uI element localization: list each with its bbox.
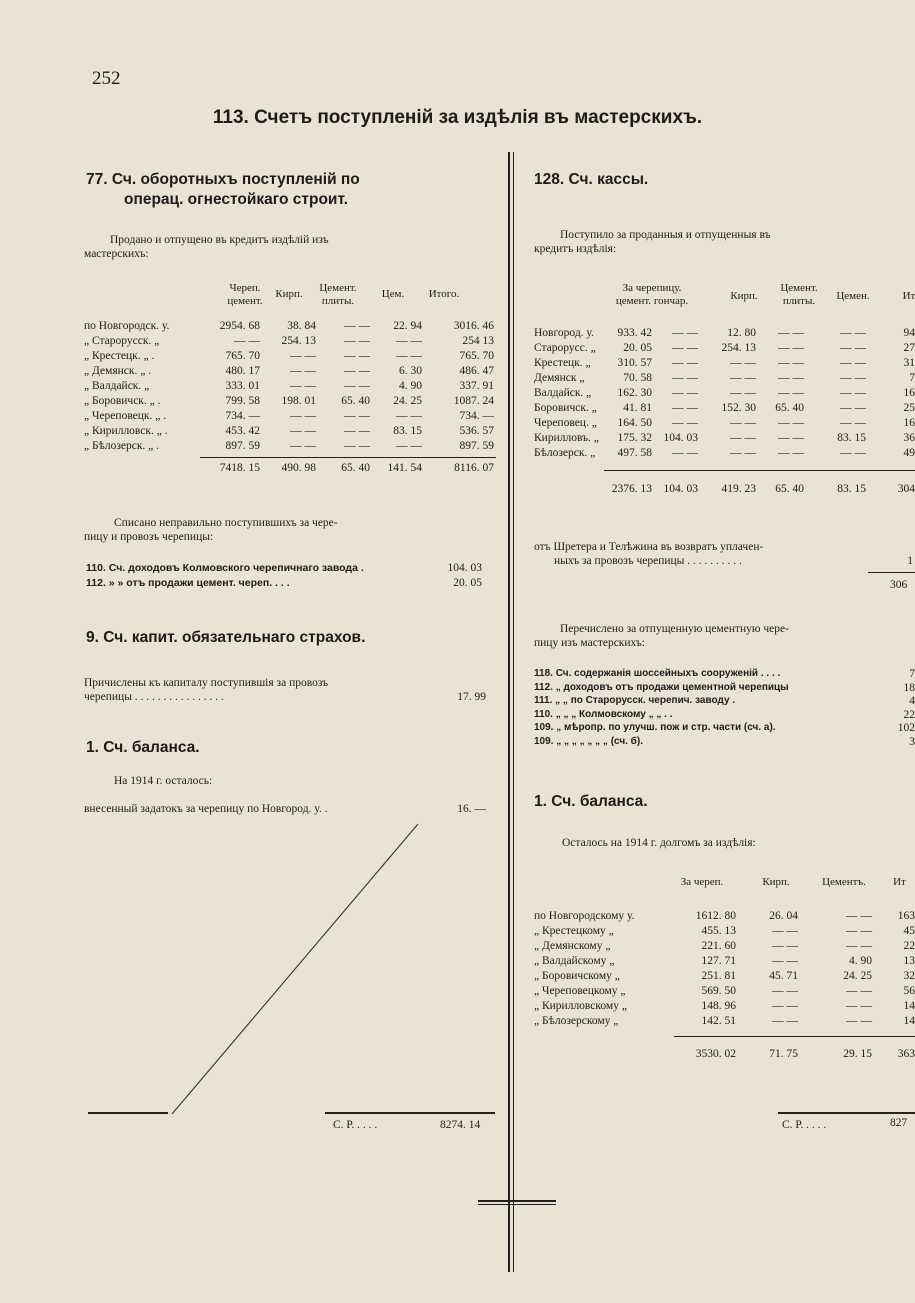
table-77-total-rule [200,457,496,458]
table-77-header: Цемент. плиты. [319,282,357,307]
table-128-cell: Кирилловъ. „ [534,432,599,444]
page-title: 113. Счетъ поступленій за издѣлія въ мастерскихъ. [212,107,703,128]
table-128-cell: — — [730,447,756,459]
table-128-cell: — — [672,327,698,339]
table-77-row [84,320,504,335]
balance-total-rule [674,1036,915,1037]
balance-total-cell: 29. 15 [843,1048,872,1060]
section-77-intro [84,233,484,261]
balance-row [534,925,915,940]
table-77-cell: 453. 42 [225,425,260,437]
written-off-entry [86,577,496,592]
written-off-text [84,516,494,544]
section-77-heading-line2: операц. огнестойкаго строит. [124,191,349,208]
table-77-cell: 765. 70 [459,350,494,362]
balance-cell: „ Кирилловскому „ [534,1000,627,1012]
table-128-cell: — — [672,372,698,384]
table-77-row [84,440,504,455]
table-128-cell: — — [840,387,866,399]
table-77-cell: — — [344,425,370,437]
refund-text [534,540,915,568]
table-128-cell: 83. 15 [837,432,866,444]
balance-row [534,1000,915,1015]
table-128-row [534,387,915,402]
r-intro-line2: кредитъ издѣлія: [534,243,617,255]
balance-cell: 45 [903,925,915,937]
table-128-row [534,447,915,462]
table-128-cell: 49 [903,447,915,459]
balance-row [534,970,915,985]
table-128-cell: Демянск „ [534,372,585,384]
table-128-cell: — — [840,342,866,354]
table-128-total-cell: 304 [897,483,915,495]
table-77-cell: 22. 94 [393,320,422,332]
table-128-cell: 27 [903,342,915,354]
table-128-cell: Боровичск. „ [534,402,597,414]
transfer-text [534,622,915,650]
left-sum-value: 8274. 14 [440,1119,481,1131]
table-128-cell: — — [840,402,866,414]
table-128-total-rule [604,470,915,471]
table-128-cell: 104. 03 [663,432,698,444]
right-bottom-rule [778,1112,915,1114]
table-77-cell: — — [290,350,316,362]
table-128-cell: 933. 42 [617,327,652,339]
table-128-cell: — — [672,402,698,414]
table-128-cell: — — [778,342,804,354]
balance-cell: „ Бѣлозерскому „ [534,1015,619,1027]
table-128-cell: — — [672,417,698,429]
table-128-totals [534,483,915,498]
balance-row [534,1015,915,1030]
table-128-row [534,432,915,447]
section-128-heading: 128. Сч. кассы. [534,171,649,188]
balance-cell: — — [846,985,872,997]
column-divider [508,152,510,1272]
table-77-total-cell: 490. 98 [281,462,316,474]
transfer-entry-text: 112. „ доходовъ отъ продажи цементной черепицы [534,681,789,693]
balance-header: За череп. [680,876,724,888]
table-77-cell: 1087. 24 [453,395,494,407]
balance-cell: 32 [903,970,915,982]
table-77-row [84,425,504,440]
refund-line2-text: ныхъ за провозъ черепицы . . . . . . . . . . [554,555,742,567]
table-128-cell: 70. 58 [623,372,652,384]
table-77-cell: — — [290,425,316,437]
table-77-cell: „ Кирилловск. „ . [84,425,168,437]
table-128-cell: 497. 58 [617,447,652,459]
table-128-cell: — — [840,327,866,339]
table-77-row [84,410,504,425]
table-128-total-cell: 65. 40 [775,483,804,495]
balance-header: Ит [893,876,906,888]
refund-rule [868,572,915,573]
transfer-entry [534,736,915,751]
left-bottom-rule-short [88,1112,168,1114]
balance-totals [534,1048,915,1063]
table-128-cell: Крестецк. „ [534,357,591,369]
section-9-line1: Причислены къ капиталу поступившія за провозъ [84,677,329,689]
table-77-total-cell: 8116. 07 [454,462,494,474]
table-128-cell: — — [672,387,698,399]
refund-total: 306 [890,579,908,591]
transfer-entry-text: 109. „ мѣропр. по улучш. пож и стр. части (сч. а). [534,722,776,733]
table-77-cell: „ Валдайск. „ [84,380,150,392]
section-1-text2-label: внесенный задатокъ за черепицу по Новгород. у. . [84,803,328,815]
table-128-cell: — — [730,357,756,369]
balance-row [534,955,915,970]
balance-row [534,940,915,955]
right-sum-value: 827 [890,1117,908,1129]
balance-cell: 1612. 80 [695,910,736,922]
balance-total-cell: 363 [897,1048,915,1060]
table-128-cell: 12. 80 [727,327,756,339]
balance-cell: „ Демянскому „ [534,940,611,952]
table-77-total-cell: 65. 40 [341,462,370,474]
table-77-header: Итого. [428,288,460,300]
intro-line1: Продано и отпущено въ кредитъ издѣлій изъ [110,234,329,246]
table-77-cell: 734. — [459,410,494,422]
table-77-cell: по Новгородск. у. [84,320,170,332]
transfer-line1: Перечислено за отпущенную цементную чере- [560,623,789,635]
table-77-cell: 480. 17 [225,365,260,377]
written-off-line1: Списано неправильно поступившихъ за чере- [114,517,338,529]
balance-cell: 251. 81 [701,970,736,982]
table-77-cell: 536. 57 [459,425,494,437]
entry-text: 110. Сч. доходовъ Колмовского черепичнаго завода . [86,562,364,574]
table-balance [534,872,915,1060]
table-128-cell: — — [778,357,804,369]
table-77-cell: — — [344,410,370,422]
table-128-header: Цемен. [836,290,870,302]
table-77-cell: „ Череповецк. „ . [84,410,167,422]
table-128-row [534,417,915,432]
balance-header: Цементъ. [822,876,866,888]
transfer-entry-text: 109. „ „ „ „ „ „ „ (сч. б). [534,735,643,747]
table-128-cell: 175. 32 [617,432,652,444]
table-77-row [84,335,504,350]
written-off-line2: пицу и провозъ черепицы: [84,531,214,543]
table-77-cell: 897. 59 [225,440,260,452]
table-77-cell: 765. 70 [225,350,260,362]
balance-cell: „ Крестецкому „ [534,925,614,937]
balance-cell: — — [772,925,798,937]
table-77-header: Кирп. [275,288,303,300]
table-128-cell: Старорусс. „ [534,342,596,354]
balance-cell: — — [846,1000,872,1012]
refund-line2 [534,554,915,568]
balance-cell: 24. 25 [843,970,872,982]
balance-cell: — — [772,1000,798,1012]
table-77-cell: 254 13 [462,335,494,347]
table-128-total-cell: 83. 15 [837,483,866,495]
balance-cell: 221. 60 [701,940,736,952]
balance-total-cell: 71. 75 [769,1048,798,1060]
table-128-header: Кирп. [730,290,758,302]
table-128-cell: 310. 57 [617,357,652,369]
table-128-row [534,342,915,357]
table-128-total-cell: 419. 23 [721,483,756,495]
table-128-cell: 31 [903,357,915,369]
transfer-entry-text: 118. Сч. содержанія шоссейныхъ сооруженій . . . . [534,668,781,679]
balance-cell: 142. 51 [701,1015,736,1027]
table-77-cell: „ Демянск. „ . [84,365,152,377]
table-77-cell: — — [396,440,422,452]
table-128-cell: — — [730,432,756,444]
table-77-cell: „ Крестецк. „ . [84,350,155,362]
balance-cell: 148. 96 [701,1000,736,1012]
table-77-row [84,380,504,395]
table-77-cell: 24. 25 [393,395,422,407]
written-off-entry [86,562,496,577]
table-77-cell: — — [290,380,316,392]
table-128-cell: 25 [903,402,915,414]
table-128-cell: — — [778,387,804,399]
table-128-cell: — — [730,372,756,384]
table-77-cell: — — [396,410,422,422]
table-77-cell: 333. 01 [225,380,260,392]
transfer-entry-amount: 4 [909,695,915,707]
table-77-row [84,395,504,410]
table-77-cell: „ Старорусск. „ [84,335,160,347]
table-77-total-cell: 141. 54 [387,462,422,474]
transfer-line2: пицу изъ мастерскихъ: [534,637,645,649]
table-77-cell: 83. 15 [393,425,422,437]
table-77-cell: — — [344,440,370,452]
balance-cell: — — [846,940,872,952]
balance-row [534,910,915,925]
section-1-heading: 1. Сч. баланса. [86,739,200,756]
table-128-cell: — — [840,372,866,384]
right-sum-label: С. Р. . . . . [782,1119,827,1131]
transfer-entry-text: 111. „ „ по Старорусск. черепич. заводу . [534,695,736,706]
left-bottom-rule-long [325,1112,495,1114]
table-128-cell: Валдайск. „ [534,387,592,399]
table-128-total-cell: 2376. 13 [611,483,652,495]
transfer-entry-amount: 7 [909,668,915,680]
balance-cell: 163 [897,910,915,922]
balance-cell: 45. 71 [769,970,798,982]
table-77-header: Череп. цемент. [227,282,263,307]
balance-header: Кирп. [762,876,790,888]
table-128-cell: 41. 81 [623,402,652,414]
bottom-ornament-rule-2 [478,1204,556,1205]
table-77-cell: 6. 30 [399,365,422,377]
table-77-cell: 254. 13 [281,335,316,347]
table-128-cell: — — [730,417,756,429]
table-77-cell: — — [290,410,316,422]
table-128-cell: 254. 13 [721,342,756,354]
balance-cell: — — [772,985,798,997]
transfer-entry-amount: 102 [897,722,915,734]
section-9-line2 [84,690,494,704]
balance-cell: 4. 90 [849,955,872,967]
table-77-cell: 734. — [225,410,260,422]
table-128-cell: — — [840,357,866,369]
table-77 [84,282,504,482]
cancel-diagonal [160,822,440,1122]
table-128-cell: 65. 40 [775,402,804,414]
table-128-cell: — — [778,447,804,459]
table-128-cell: — — [840,447,866,459]
table-77-row [84,350,504,365]
r-section-1-text: Осталось на 1914 г. долгомъ за издѣлія: [562,837,756,849]
refund-amount: 1 [907,555,913,567]
table-77-total-cell: 7418. 15 [219,462,260,474]
table-77-cell: 486. 47 [459,365,494,377]
table-77-cell: 897. 59 [459,440,494,452]
table-128-row [534,327,915,342]
entry-amount: 20. 05 [453,577,482,589]
table-77-cell: — — [344,350,370,362]
table-128-cell: — — [778,432,804,444]
table-128-cell: Новгород. у. [534,327,594,339]
table-128-total-cell: 104. 03 [663,483,698,495]
table-77-cell: „ Бѣлозерск. „ . [84,440,160,452]
balance-cell: — — [772,955,798,967]
balance-cell: 455. 13 [701,925,736,937]
table-128-cell: 7 [909,372,915,384]
table-77-header: Цем. [381,288,405,300]
table-128-cell: 16 [903,387,915,399]
balance-cell: „ Валдайскому „ [534,955,615,967]
table-128-cell: 36 [903,432,915,444]
left-sum-label: С. Р. . . . . [333,1119,378,1131]
balance-cell: 127. 71 [701,955,736,967]
table-128-header: За черепицу. цемент. гончар. [615,282,689,307]
section-77-heading-line1: 77. Сч. оборотныхъ поступленій по [86,171,360,188]
balance-row [534,985,915,1000]
balance-cell: — — [846,910,872,922]
balance-cell: — — [846,925,872,937]
table-128-cell: 20. 05 [623,342,652,354]
section-1-amount: 16. — [457,803,486,815]
column-divider-2 [513,152,514,1272]
section-9-amount: 17. 99 [457,691,486,703]
section-77-heading [86,170,486,210]
balance-cell: — — [846,1015,872,1027]
table-128-cell: — — [672,447,698,459]
balance-cell: 14 [903,1015,915,1027]
balance-cell: — — [772,1015,798,1027]
table-128-row [534,357,915,372]
balance-total-cell: 3530. 02 [695,1048,736,1060]
balance-cell: — — [772,940,798,952]
table-77-row [84,365,504,380]
entry-amount: 104. 03 [447,562,482,574]
table-128-cell: 152. 30 [721,402,756,414]
table-77-cell: 3016. 46 [453,320,494,332]
table-77-cell: 4. 90 [399,380,422,392]
table-128-cell: Бѣлозерск. „ [534,447,596,459]
section-1-text1: На 1914 г. осталось: [114,775,213,787]
table-77-cell: — — [344,320,370,332]
table-128-header: Ит [902,290,915,302]
balance-cell: 569. 50 [701,985,736,997]
transfer-entry-amount: 22 [903,708,915,721]
table-77-cell: 38. 84 [287,320,316,332]
table-128-cell: — — [730,387,756,399]
table-128-header: Цемент. плиты. [780,282,818,307]
transfer-entry-amount: 18 [903,681,915,694]
table-77-cell: — — [344,365,370,377]
bottom-ornament-rule [478,1200,556,1202]
table-77-cell: 337. 91 [459,380,494,392]
table-128-cell: — — [778,417,804,429]
table-77-cell: — — [396,335,422,347]
table-77-cell: „ Боровичск. „ . [84,395,161,407]
table-128-cell: 162. 30 [617,387,652,399]
section-9-line2-text: черепицы . . . . . . . . . . . . . . . . [84,691,224,703]
balance-cell: 22 [903,940,915,952]
section-1-text2 [84,802,494,816]
table-77-cell: — — [290,365,316,377]
balance-cell: 13 [903,955,915,967]
table-77-cell: — — [290,440,316,452]
balance-cell: 26. 04 [769,910,798,922]
table-128-cell: — — [672,357,698,369]
balance-cell: 14 [903,1000,915,1012]
table-77-cell: — — [344,335,370,347]
table-77-cell: 799. 58 [225,395,260,407]
page-number: 252 [92,68,121,89]
table-77-totals [84,462,504,477]
table-128-row [534,372,915,387]
table-77-cell: — — [344,380,370,392]
r-section-1-heading: 1. Сч. баланса. [534,793,648,810]
table-128-cell: — — [778,372,804,384]
r-intro-line1: Поступило за проданныя и отпущенныя въ [560,229,771,241]
table-77-cell: 65. 40 [341,395,370,407]
table-128-cell: 164. 50 [617,417,652,429]
entry-text: 112. » » отъ продажи цемент. череп. . . . [86,577,290,589]
section-9-heading: 9. Сч. капит. обязательнаго страхов. [86,629,366,646]
table-128-cell: 16 [903,417,915,429]
balance-cell: 56 [903,985,915,997]
balance-cell: по Новгородскому у. [534,910,635,922]
section-9-text [84,676,494,704]
table-128-cell: — — [672,342,698,354]
balance-cell: „ Боровичскому „ [534,970,620,982]
section-128-intro [534,228,904,256]
table-128-cell: — — [778,327,804,339]
table-77-cell: — — [234,335,260,347]
table-77-cell: 2954. 68 [219,320,260,332]
table-128-row [534,402,915,417]
intro-line2: мастерскихъ: [84,248,149,260]
table-128-cell: Череповец. „ [534,417,597,429]
refund-line1: отъ Шретера и Телѣжина въ возвратъ уплачен- [534,541,764,553]
transfer-entry-text: 110. „ „ „ Колмовскому „ „ . . [534,708,673,720]
table-77-cell: — — [396,350,422,362]
table-77-cell: 198. 01 [281,395,316,407]
transfer-entry-amount: 3 [909,735,915,748]
table-128-cell: 94 [903,327,915,339]
table-128 [534,282,915,502]
balance-cell: „ Череповецкому „ [534,985,626,997]
table-128-cell: — — [840,417,866,429]
